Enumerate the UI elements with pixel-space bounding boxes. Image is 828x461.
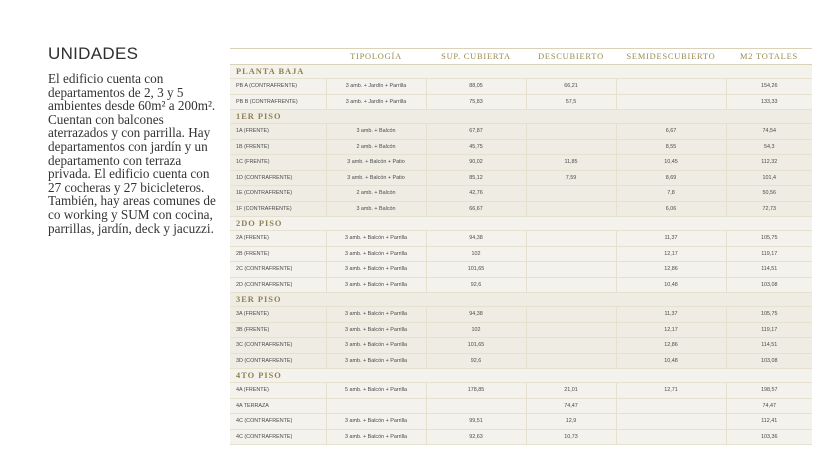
- cell-unit: PB A (CONTRAFRENTE): [230, 79, 326, 95]
- cell-semidescubierto: 12,71: [616, 383, 726, 399]
- cell-m2-totales: 114,51: [726, 338, 812, 354]
- cell-descubierto: 10,73: [526, 429, 616, 445]
- cell-tipologia: 5 amb. + Balcón + Parrilla: [326, 383, 426, 399]
- cell-tipologia: 2 amb. + Balcón: [326, 186, 426, 202]
- cell-sup-cubierta: [426, 398, 526, 414]
- cell-unit: 1F (CONTRAFRENTE): [230, 201, 326, 217]
- units-table: [230, 48, 812, 445]
- cell-unit: 3D (CONTRAFRENTE): [230, 353, 326, 369]
- table-row: [230, 94, 812, 110]
- cell-unit: 1D (CONTRAFRENTE): [230, 170, 326, 186]
- cell-m2-totales: 119,17: [726, 246, 812, 262]
- cell-m2-totales: 112,41: [726, 414, 812, 430]
- cell-m2-totales: 133,33: [726, 94, 812, 110]
- cell-semidescubierto: 12,17: [616, 322, 726, 338]
- cell-unit: 4A TERRAZA: [230, 398, 326, 414]
- header-tipologia: TIPOLOGÍA: [326, 49, 426, 65]
- cell-sup-cubierta: 99,51: [426, 414, 526, 430]
- cell-m2-totales: 103,08: [726, 353, 812, 369]
- cell-semidescubierto: 6,06: [616, 201, 726, 217]
- cell-tipologia: 3 amb. + Balcón + Parrilla: [326, 277, 426, 293]
- floor-header-row: [230, 65, 812, 79]
- floor-header-row: [230, 110, 812, 124]
- cell-tipologia: 3 amb. + Balcón + Parrilla: [326, 262, 426, 278]
- cell-sup-cubierta: 92,63: [426, 429, 526, 445]
- cell-sup-cubierta: 102: [426, 246, 526, 262]
- cell-descubierto: [526, 139, 616, 155]
- cell-unit: 2A (FRENTE): [230, 231, 326, 247]
- cell-descubierto: 57,5: [526, 94, 616, 110]
- cell-m2-totales: 50,56: [726, 186, 812, 202]
- cell-descubierto: [526, 201, 616, 217]
- table-row: [230, 139, 812, 155]
- floor-name: 1ER PISO: [230, 110, 812, 124]
- cell-descubierto: 74,47: [526, 398, 616, 414]
- cell-unit: 1B (FRENTE): [230, 139, 326, 155]
- cell-semidescubierto: 11,37: [616, 307, 726, 323]
- cell-unit: 4A (FRENTE): [230, 383, 326, 399]
- table-row: [230, 246, 812, 262]
- cell-m2-totales: 119,17: [726, 322, 812, 338]
- cell-unit: 4C (CONTRAFRENTE): [230, 429, 326, 445]
- floor-name: PLANTA BAJA: [230, 65, 812, 79]
- table-row: [230, 262, 812, 278]
- cell-m2-totales: 154,26: [726, 79, 812, 95]
- floor-group: [230, 110, 812, 217]
- table-row: [230, 322, 812, 338]
- cell-m2-totales: 105,75: [726, 307, 812, 323]
- header-sup-cubierta: SUP. CUBIERTA: [426, 49, 526, 65]
- cell-unit: 4C (CONTRAFRENTE): [230, 414, 326, 430]
- cell-tipologia: [326, 398, 426, 414]
- cell-descubierto: 12,9: [526, 414, 616, 430]
- cell-sup-cubierta: 94,38: [426, 307, 526, 323]
- cell-sup-cubierta: 94,38: [426, 231, 526, 247]
- cell-sup-cubierta: 102: [426, 322, 526, 338]
- table-row: [230, 277, 812, 293]
- cell-descubierto: 66,21: [526, 79, 616, 95]
- table-row: [230, 231, 812, 247]
- cell-unit: 3A (FRENTE): [230, 307, 326, 323]
- cell-semidescubierto: 12,86: [616, 262, 726, 278]
- cell-unit: 1C (FRENTE): [230, 155, 326, 171]
- cell-unit: 2B (FRENTE): [230, 246, 326, 262]
- cell-tipologia: 2 amb. + Balcón: [326, 139, 426, 155]
- floor-group: [230, 369, 812, 445]
- cell-m2-totales: 54,3: [726, 139, 812, 155]
- cell-semidescubierto: 8,69: [616, 170, 726, 186]
- cell-tipologia: 3 amb. + Balcón + Patio: [326, 170, 426, 186]
- cell-m2-totales: 198,57: [726, 383, 812, 399]
- header-m2-totales: M2 TOTALES: [726, 49, 812, 65]
- table-row: [230, 338, 812, 354]
- cell-semidescubierto: 8,55: [616, 139, 726, 155]
- cell-m2-totales: 74,54: [726, 124, 812, 140]
- table-row: [230, 79, 812, 95]
- floor-name: 3ER PISO: [230, 293, 812, 307]
- cell-unit: 2D (CONTRAFRENTE): [230, 277, 326, 293]
- cell-tipologia: 3 amb. + Jardín + Parrilla: [326, 79, 426, 95]
- cell-m2-totales: 101,4: [726, 170, 812, 186]
- cell-semidescubierto: [616, 94, 726, 110]
- cell-sup-cubierta: 88,05: [426, 79, 526, 95]
- floor-name: 2DO PISO: [230, 217, 812, 231]
- cell-semidescubierto: 10,48: [616, 353, 726, 369]
- cell-m2-totales: 72,73: [726, 201, 812, 217]
- cell-descubierto: [526, 322, 616, 338]
- cell-sup-cubierta: 85,12: [426, 170, 526, 186]
- cell-descubierto: 11,85: [526, 155, 616, 171]
- cell-descubierto: [526, 307, 616, 323]
- cell-sup-cubierta: 42,76: [426, 186, 526, 202]
- cell-tipologia: 3 amb. + Jardín + Parrilla: [326, 94, 426, 110]
- cell-unit: 2C (CONTRAFRENTE): [230, 262, 326, 278]
- table-row: [230, 353, 812, 369]
- table-row: [230, 155, 812, 171]
- header-unit: [230, 49, 326, 65]
- cell-sup-cubierta: 92,6: [426, 277, 526, 293]
- cell-tipologia: 3 amb. + Balcón + Parrilla: [326, 414, 426, 430]
- cell-sup-cubierta: 66,67: [426, 201, 526, 217]
- cell-sup-cubierta: 92,6: [426, 353, 526, 369]
- cell-descubierto: 7,59: [526, 170, 616, 186]
- cell-semidescubierto: 10,48: [616, 277, 726, 293]
- cell-semidescubierto: 6,67: [616, 124, 726, 140]
- cell-m2-totales: 103,36: [726, 429, 812, 445]
- cell-semidescubierto: [616, 414, 726, 430]
- floor-group: [230, 65, 812, 110]
- cell-semidescubierto: 12,17: [616, 246, 726, 262]
- cell-m2-totales: 103,08: [726, 277, 812, 293]
- page-title: UNIDADES: [48, 44, 139, 63]
- table-row: [230, 186, 812, 202]
- cell-sup-cubierta: 101,65: [426, 262, 526, 278]
- cell-semidescubierto: 11,37: [616, 231, 726, 247]
- table-row: [230, 398, 812, 414]
- cell-descubierto: [526, 186, 616, 202]
- cell-semidescubierto: [616, 398, 726, 414]
- cell-descubierto: [526, 262, 616, 278]
- cell-descubierto: [526, 277, 616, 293]
- cell-m2-totales: 105,75: [726, 231, 812, 247]
- cell-m2-totales: 74,47: [726, 398, 812, 414]
- cell-sup-cubierta: 75,83: [426, 94, 526, 110]
- cell-descubierto: [526, 353, 616, 369]
- cell-unit: PB B (CONTRAFRENTE): [230, 94, 326, 110]
- intro-description: El edificio cuenta con departamentos de 2, 3 y 5 ambientes desde 60m² a 200m². Cuentan con balcones aterrazados y con parrilla. Hay departamentos con jardín y un departamento con terraza privada. El edificio cuenta con 27 cocheras y 27 bicicleteros. También, hay areas comunes de co working y SUM con cocina, parrillas, jardín, deck y jacuzzi.: [48, 71, 216, 236]
- cell-tipologia: 3 amb. + Balcón + Parrilla: [326, 231, 426, 247]
- floor-header-row: [230, 369, 812, 383]
- cell-sup-cubierta: 178,85: [426, 383, 526, 399]
- cell-m2-totales: 112,32: [726, 155, 812, 171]
- cell-unit: 3B (FRENTE): [230, 322, 326, 338]
- cell-descubierto: 21,01: [526, 383, 616, 399]
- cell-semidescubierto: 7,8: [616, 186, 726, 202]
- floor-header-row: [230, 293, 812, 307]
- cell-semidescubierto: [616, 429, 726, 445]
- cell-descubierto: [526, 338, 616, 354]
- table-row: [230, 429, 812, 445]
- floor-name: 4TO PISO: [230, 369, 812, 383]
- floor-group: [230, 217, 812, 293]
- cell-m2-totales: 114,51: [726, 262, 812, 278]
- cell-tipologia: 3 amb. + Balcón + Parrilla: [326, 429, 426, 445]
- header-semidescubierto: SEMIDESCUBIERTO: [616, 49, 726, 65]
- cell-sup-cubierta: 90,02: [426, 155, 526, 171]
- floor-group: [230, 293, 812, 369]
- cell-sup-cubierta: 101,65: [426, 338, 526, 354]
- units-table-container: [230, 48, 812, 445]
- table-row: [230, 414, 812, 430]
- cell-semidescubierto: 10,45: [616, 155, 726, 171]
- cell-descubierto: [526, 124, 616, 140]
- floor-header-row: [230, 217, 812, 231]
- cell-unit: 3C (CONTRAFRENTE): [230, 338, 326, 354]
- table-row: [230, 170, 812, 186]
- cell-tipologia: 3 amb. + Balcón + Parrilla: [326, 338, 426, 354]
- cell-tipologia: 3 amb. + Balcón + Parrilla: [326, 307, 426, 323]
- header-descubierto: DESCUBIERTO: [526, 49, 616, 65]
- cell-unit: 1A (FRENTE): [230, 124, 326, 140]
- cell-tipologia: 3 amb. + Balcón + Patio: [326, 155, 426, 171]
- cell-semidescubierto: 12,86: [616, 338, 726, 354]
- table-row: [230, 383, 812, 399]
- cell-tipologia: 3 amb. + Balcón + Parrilla: [326, 322, 426, 338]
- cell-descubierto: [526, 231, 616, 247]
- cell-tipologia: 3 amb. + Balcón + Parrilla: [326, 246, 426, 262]
- table-header-row: [230, 49, 812, 65]
- cell-unit: 1E (CONTRAFRENTE): [230, 186, 326, 202]
- cell-descubierto: [526, 246, 616, 262]
- cell-tipologia: 3 amb. + Balcón + Parrilla: [326, 353, 426, 369]
- cell-sup-cubierta: 67,87: [426, 124, 526, 140]
- intro-panel: [48, 44, 218, 235]
- cell-tipologia: 3 amb. + Balcón: [326, 201, 426, 217]
- cell-semidescubierto: [616, 79, 726, 95]
- table-row: [230, 124, 812, 140]
- cell-sup-cubierta: 45,75: [426, 139, 526, 155]
- table-row: [230, 307, 812, 323]
- cell-tipologia: 3 amb. + Balcón: [326, 124, 426, 140]
- table-row: [230, 201, 812, 217]
